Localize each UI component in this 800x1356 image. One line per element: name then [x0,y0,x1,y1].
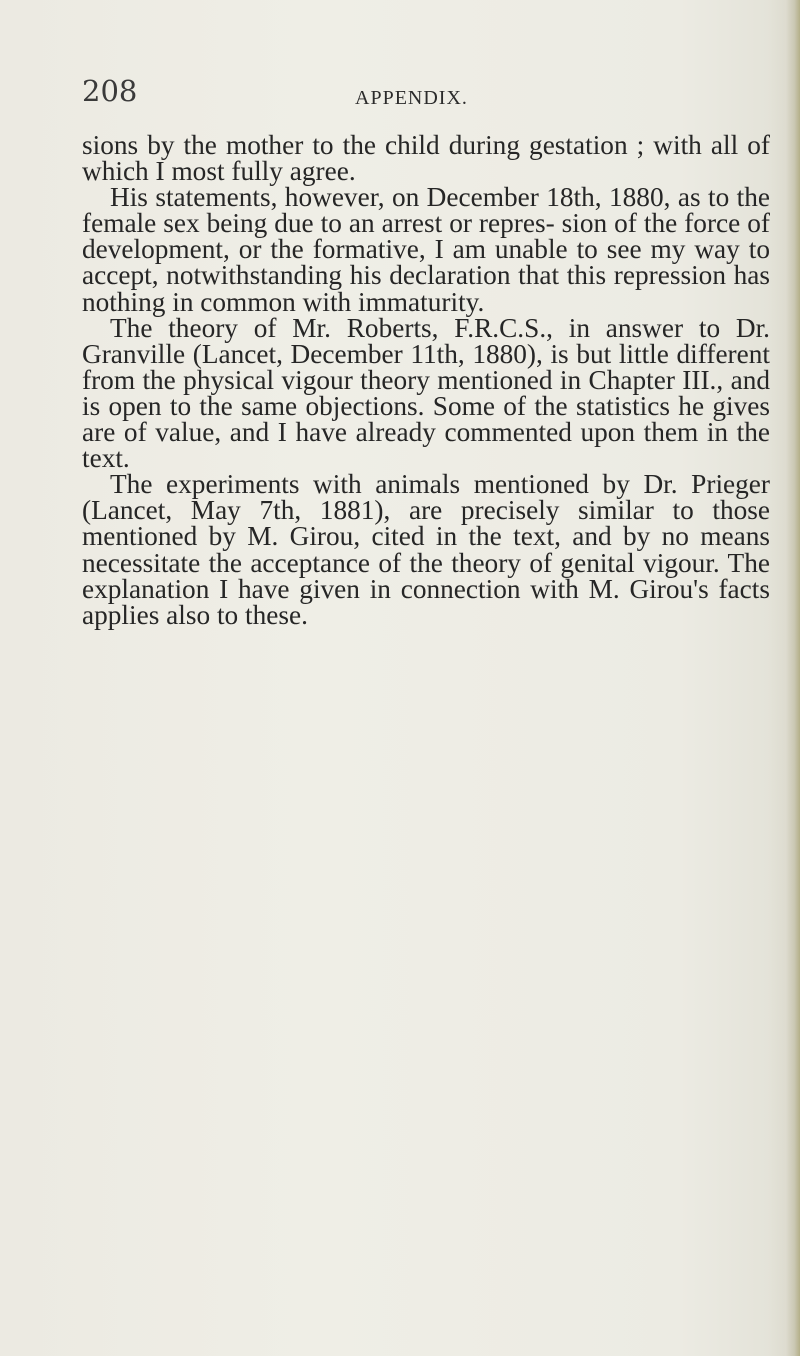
paragraph-3: The theory of Mr. Roberts, F.R.C.S., in answer to Dr. Granville (Lancet, December 11th, 1880), is but little different from the physical vigour theory mentioned in Chapter III., and is open to the same objections. Some of the statistics he gives are of value, and I have already commented upon them in the text. [82,312,770,474]
body-text [82,132,770,628]
paragraph-4: The experiments with animals mentioned by Dr. Prieger (Lancet, May 7th, 1881), are precisely similar to those mentioned by M. Girou, cited in the text, and by no means necessitate the acceptance of the theory of genital vigour. The explanation I have given in connection with M. Girou's facts applies also to these. [82,469,770,630]
page-number: 208 [82,74,138,108]
paragraph-1: sions by the mother to the child during gestation ; with all of which I most fully agree. [82,130,770,187]
running-head: APPENDIX. [355,87,468,109]
page-edge-shadow [786,0,800,1356]
page-header [0,72,800,112]
paragraph-2: His statements, however, on December 18th, 1880, as to the female sex being due to an arrest or repres- sion of the force of development, or the formative, I am unable to see my way to accept, notwithstanding his declaration that this repression has nothing in common with immaturity. [82,182,770,317]
